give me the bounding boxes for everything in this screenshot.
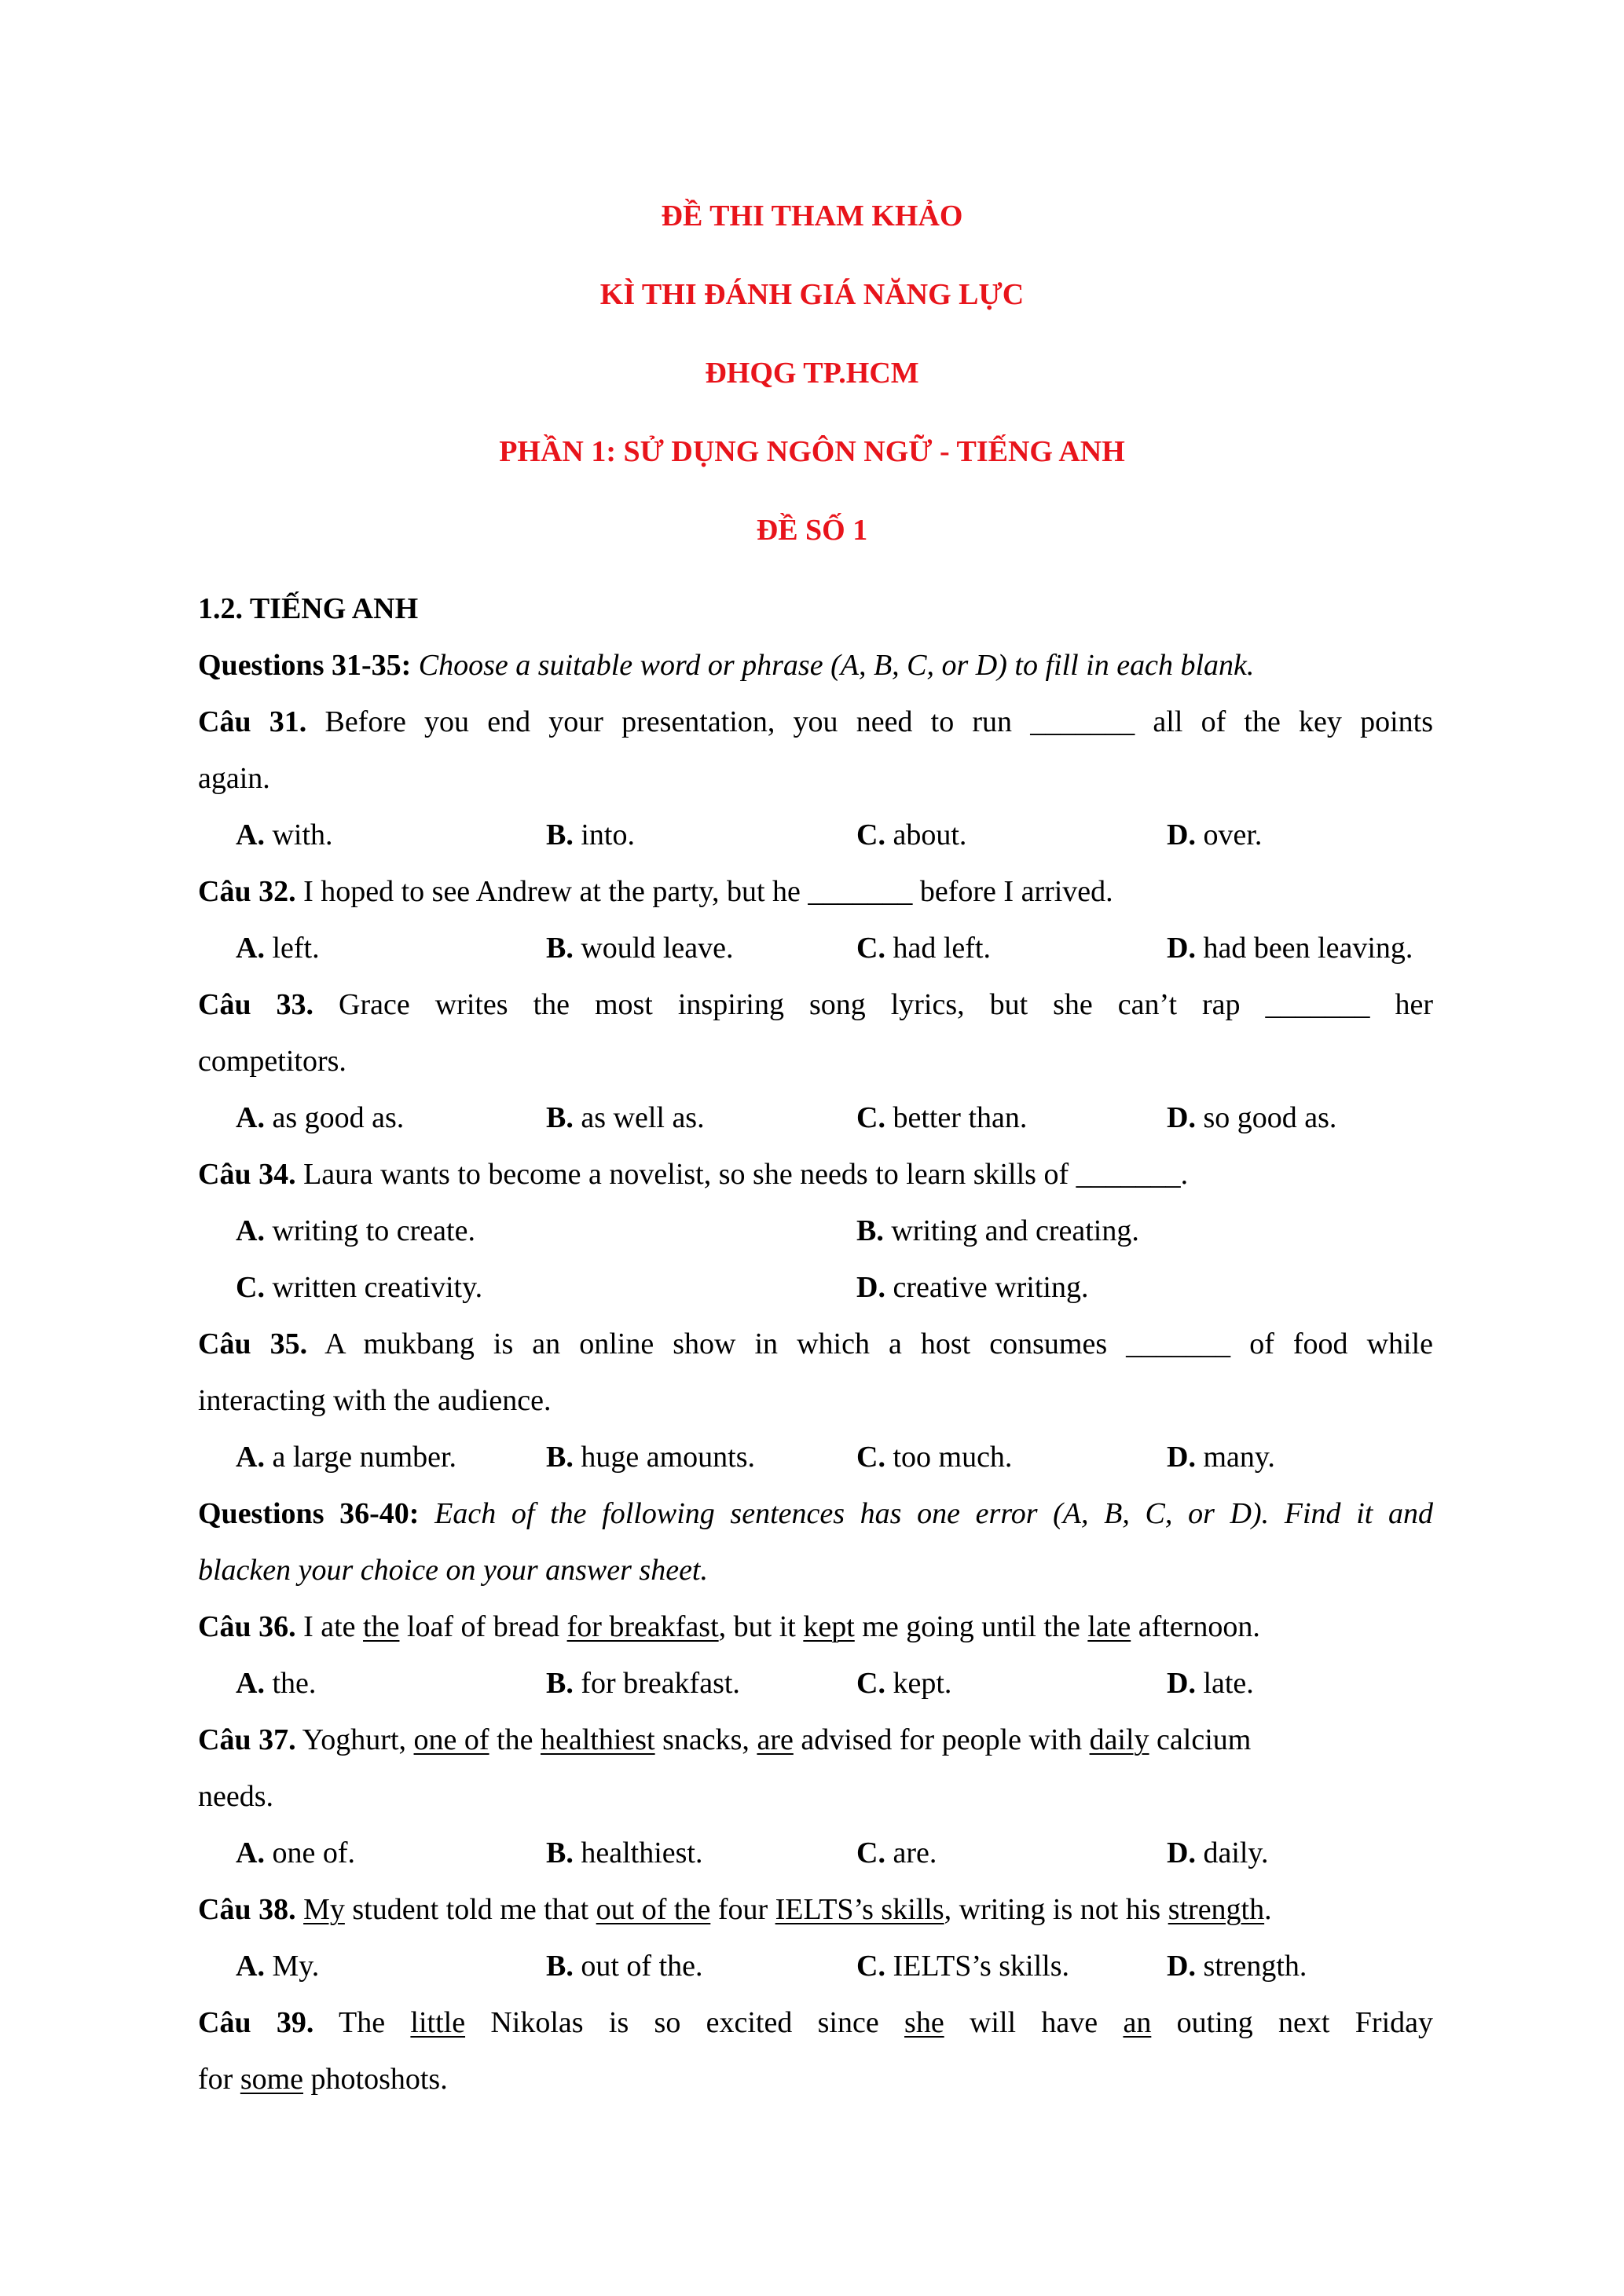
option-c: C. about. — [856, 818, 967, 851]
question-31 — [198, 704, 1433, 740]
instructions-36-40-cont: blacken your choice on your answer sheet. — [198, 1554, 708, 1587]
instructions-text: Each of the following sentences has one error (A, B, C, or D). Find it and — [434, 1497, 1433, 1530]
underlined-b: she — [904, 2006, 944, 2039]
option-c: C. IELTS’s skills. — [856, 1950, 1069, 1983]
option-a: A. the. — [236, 1667, 317, 1700]
question-33 — [198, 987, 1433, 1023]
question-text: A mukbang is an online show in which a host consumes _______ of food while — [324, 1327, 1434, 1360]
option-c: C. kept. — [856, 1667, 952, 1700]
question-text: I hoped to see Andrew at the party, but he _______ before I arrived. — [303, 875, 1113, 908]
instructions-31-35 — [198, 647, 1433, 683]
question-text: Laura wants to become a novelist, so she needs to learn skills of _______. — [303, 1158, 1189, 1191]
underlined-a: one of — [413, 1723, 489, 1756]
option-d: D. had been leaving. — [1167, 932, 1413, 965]
question-36: Câu 36. I ate the loaf of bread for breakfast, but it kept me going until the late afternoon. — [198, 1610, 1260, 1643]
question-35 — [198, 1326, 1433, 1362]
underlined-d: late — [1087, 1610, 1131, 1643]
option-b: B. healthiest. — [546, 1836, 703, 1869]
question-label: Câu 33. — [198, 988, 314, 1021]
underlined-d: daily — [1089, 1723, 1149, 1756]
option-b: B. out of the. — [546, 1950, 703, 1983]
underlined-c: kept — [803, 1610, 855, 1643]
question-35-cont: interacting with the audience. — [198, 1384, 552, 1417]
option-d: D. creative writing. — [856, 1271, 1089, 1304]
question-32 — [198, 873, 1433, 910]
question-34 — [198, 1156, 1433, 1192]
question-text: Grace writes the most inspiring song lyrics, but she can’t rap _______ her — [339, 988, 1434, 1021]
option-c: C. had left. — [856, 932, 991, 965]
underlined-c: IELTS’s skills — [775, 1893, 944, 1926]
part-title: PHẦN 1: SỬ DỤNG NGÔN NGỮ - TIẾNG ANH — [499, 435, 1125, 468]
instructions-label: Questions 31-35: — [198, 649, 412, 682]
option-b: B. would leave. — [546, 932, 734, 965]
option-a: A. My. — [236, 1950, 320, 1983]
question-label: Câu 32. — [198, 875, 296, 908]
option-c: C. too much. — [856, 1441, 1013, 1474]
question-label: Câu 35. — [198, 1327, 308, 1360]
option-c: C. better than. — [856, 1101, 1028, 1134]
underlined-d: some — [240, 2063, 304, 2096]
option-d: D. daily. — [1167, 1836, 1269, 1869]
question-label: Câu 31. — [198, 705, 307, 738]
exam-number: ĐỀ SỐ 1 — [756, 514, 868, 547]
exam-title: ĐỀ THI THAM KHẢO — [661, 200, 963, 233]
question-39: Câu 39. The little Nikolas is so excited since she will have an outing next Friday — [198, 2006, 1433, 2039]
option-b: B. into. — [546, 818, 635, 851]
option-b: B. writing and creating. — [856, 1214, 1139, 1247]
instructions-36-40 — [198, 1496, 1433, 1532]
question-38: Câu 38. My student told me that out of the four IELTS’s skills, writing is not his strength. — [198, 1893, 1272, 1926]
question-39-cont: for some photoshots. — [198, 2063, 448, 2096]
option-b: B. for breakfast. — [546, 1667, 740, 1700]
question-37-cont: needs. — [198, 1780, 274, 1813]
question-33-cont: competitors. — [198, 1045, 346, 1078]
option-c: C. written creativity. — [236, 1271, 483, 1304]
underlined-c: an — [1123, 2006, 1152, 2039]
option-a: A. writing to create. — [236, 1214, 475, 1247]
option-a: A. left. — [236, 932, 320, 965]
instructions-text: Choose a suitable word or phrase (A, B, C, or D) to fill in each blank. — [418, 649, 1255, 682]
underlined-a: little — [410, 2006, 466, 2039]
underlined-b: healthiest — [541, 1723, 655, 1756]
option-c: C. are. — [856, 1836, 937, 1869]
option-b: B. huge amounts. — [546, 1441, 755, 1474]
option-d: D. strength. — [1167, 1950, 1307, 1983]
underlined-b: for breakfast — [566, 1610, 719, 1643]
underlined-c: are — [757, 1723, 794, 1756]
instructions-label: Questions 36-40: — [198, 1497, 420, 1530]
option-a: A. one of. — [236, 1836, 355, 1869]
section-title: 1.2. TIẾNG ANH — [198, 592, 419, 625]
exam-subtitle: KÌ THI ĐÁNH GIÁ NĂNG LỰC — [599, 278, 1025, 311]
question-label: Câu 34. — [198, 1158, 296, 1191]
question-37: Câu 37. Yoghurt, one of the healthiest snacks, are advised for people with daily calcium — [198, 1723, 1252, 1756]
underlined-d: strength — [1168, 1893, 1265, 1926]
option-b: B. as well as. — [546, 1101, 705, 1134]
underlined-a: My — [303, 1893, 345, 1926]
option-a: A. a large number. — [236, 1441, 457, 1474]
option-d: D. so good as. — [1167, 1101, 1337, 1134]
underlined-a: the — [363, 1610, 400, 1643]
option-a: A. with. — [236, 818, 333, 851]
option-d: D. over. — [1167, 818, 1263, 851]
question-text: Before you end your presentation, you need to run _______ all of the key points — [324, 705, 1434, 738]
question-31-cont: again. — [198, 762, 270, 795]
option-a: A. as good as. — [236, 1101, 405, 1134]
university-name: ĐHQG TP.HCM — [705, 357, 919, 390]
underlined-b: out of the — [596, 1893, 711, 1926]
option-d: D. late. — [1167, 1667, 1254, 1700]
option-d: D. many. — [1167, 1441, 1275, 1474]
